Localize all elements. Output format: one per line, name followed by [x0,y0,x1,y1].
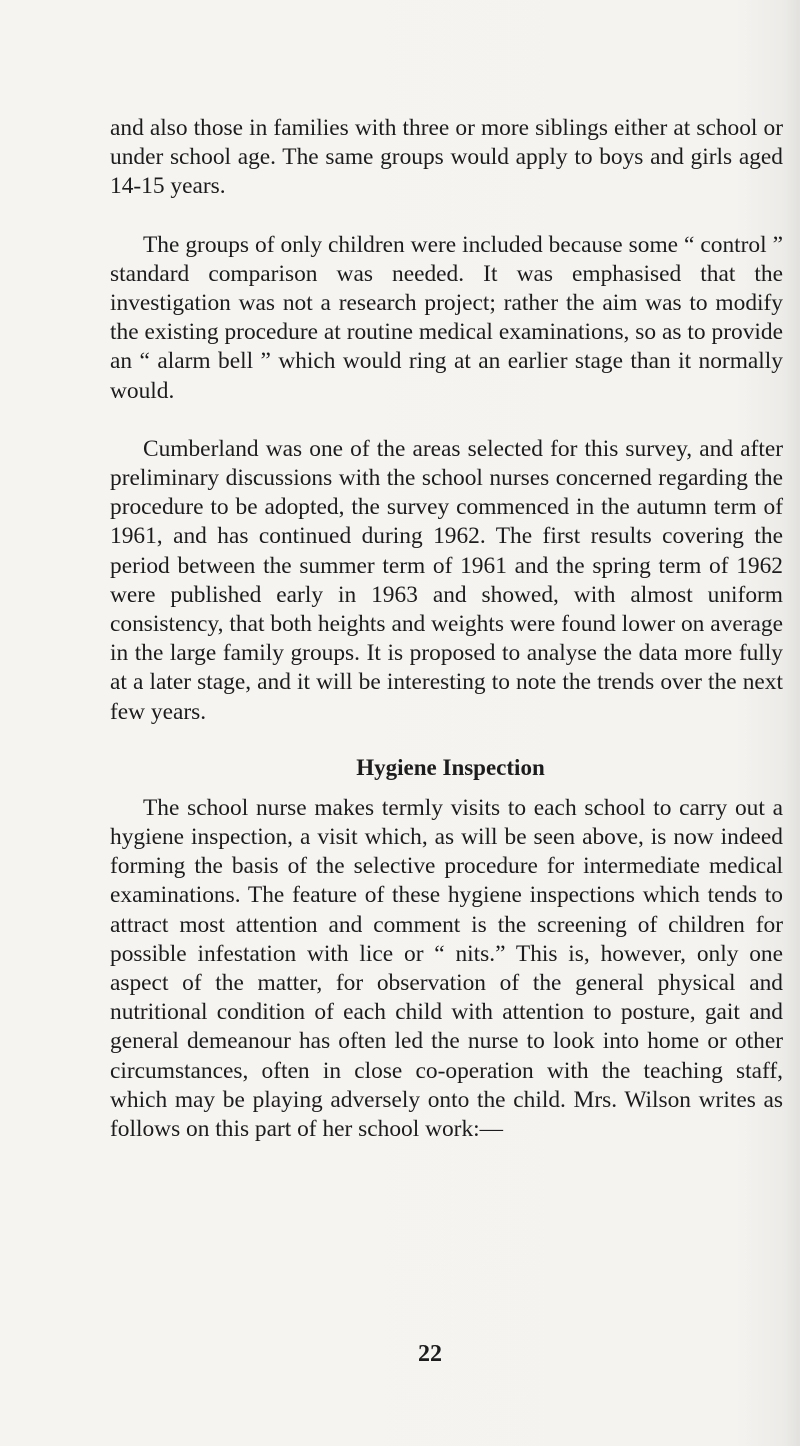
page-number: 22 [418,1341,442,1367]
body-text [110,114,783,1144]
paragraph-control-groups: The groups of only children were included because some “ control ” standard comparison was needed. It was emphasised that the investigation was not a research project; rather the aim was to modify the existing procedure at routine medical examinations, so as to provide an “ alarm bell ” which would ring at an earlier stage than it normally would. [110,231,783,404]
paragraph-cumberland-survey: Cumberland was one of the areas selected for this survey, and after preliminary discussions with the school nurses concerned regarding the procedure to be adopted, the survey commenced in the autumn term of 1961, and has continued during 1962. The first results covering the period between the summer term of 1961 and the spring term of 1962 were published early in 1963 and showed, with almost uniform consistency, that both heights and weights were found lower on average in the large family groups. It is proposed to analyse the data more fully at a later stage, and it will be interesting to note the trends over the next few years. [110,435,783,725]
paragraph-siblings: and also those in families with three or more siblings either at school or under school age. The same groups would apply to boys and girls aged 14-15 years. [110,115,783,200]
section-heading-hygiene-inspection: Hygiene Inspection [356,754,545,780]
paragraph-hygiene-inspection: The school nurse makes termly visits to each school to carry out a hygiene inspection, a visit which, as will be seen above, is now indeed forming the basis of the selective procedure for intermediate medical examinations. The feature of these hygiene inspections which tends to attract most attention and comment is the screening of children for possible infestation with lice or “ nits.” This is, however, only one aspect of the matter, for observation of the general physical and nutritional condition of each child with attention to posture, gait and general demeanour has often led the nurse to look into home or other circumstances, often in close co-operation with the teaching staff, which may be playing adversely onto the child. Mrs. Wilson writes as follows on this part of her school work:— [110,794,783,1143]
